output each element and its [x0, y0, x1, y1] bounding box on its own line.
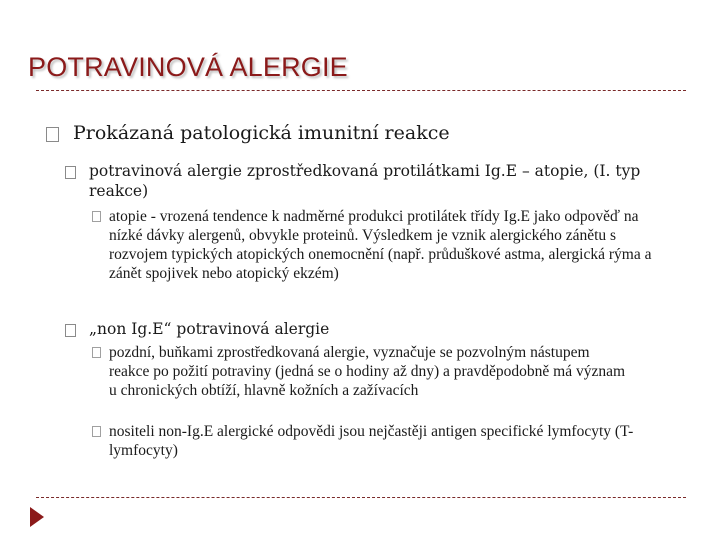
bullet-level1: [46, 121, 686, 145]
square-bullet-icon: [65, 166, 76, 179]
bullet-text: Prokázaná patologická imunitní reakce: [73, 122, 450, 144]
bullet-text: „non Ig.E“ potravinová alergie: [89, 320, 330, 338]
bullet-level2: [65, 319, 665, 339]
next-arrow-icon[interactable]: [30, 507, 44, 527]
square-bullet-icon: [92, 347, 101, 358]
square-bullet-icon: [92, 211, 101, 222]
bullet-level3: [92, 207, 672, 283]
bullet-level3: [92, 343, 672, 400]
bullet-text: pozdní, buňkami zprostředkovaná alergie, vyznačuje se pozvolným nástupem reakce po požití potraviny (jedná se o hodiny až dny) a pravděpodobně má význam u chronických obtíží, hlavně kožních a zažívacích: [109, 344, 626, 399]
square-bullet-icon: [92, 426, 101, 437]
bullet-text: nositeli non-Ig.E alergické odpovědi jsou nejčastěji antigen specifické lymfocyty (T-lymfocyty): [109, 423, 634, 459]
bullet-text: atopie - vrozená tendence k nadměrné produkci protilátek třídy Ig.E jako odpověď na nízké dávky alergenů, obvykle proteinů. Výsledkem je vznik alergického zánětu s rozvojem typických atopických onemocnění (např. průduškové astma, alergická rýma a zánět spojivek nebo atopický ekzém): [109, 208, 652, 282]
square-bullet-icon: [65, 324, 76, 337]
bullet-level2: [65, 161, 665, 201]
bullet-level3: [92, 422, 672, 460]
bottom-divider: [36, 497, 686, 498]
square-bullet-icon: [46, 127, 59, 142]
bullet-text: potravinová alergie zprostředkovaná protilátkami Ig.E – atopie, (I. typ reakce): [89, 162, 641, 200]
top-divider: [36, 90, 686, 91]
slide-title: POTRAVINOVÁ ALERGIE: [28, 52, 348, 82]
